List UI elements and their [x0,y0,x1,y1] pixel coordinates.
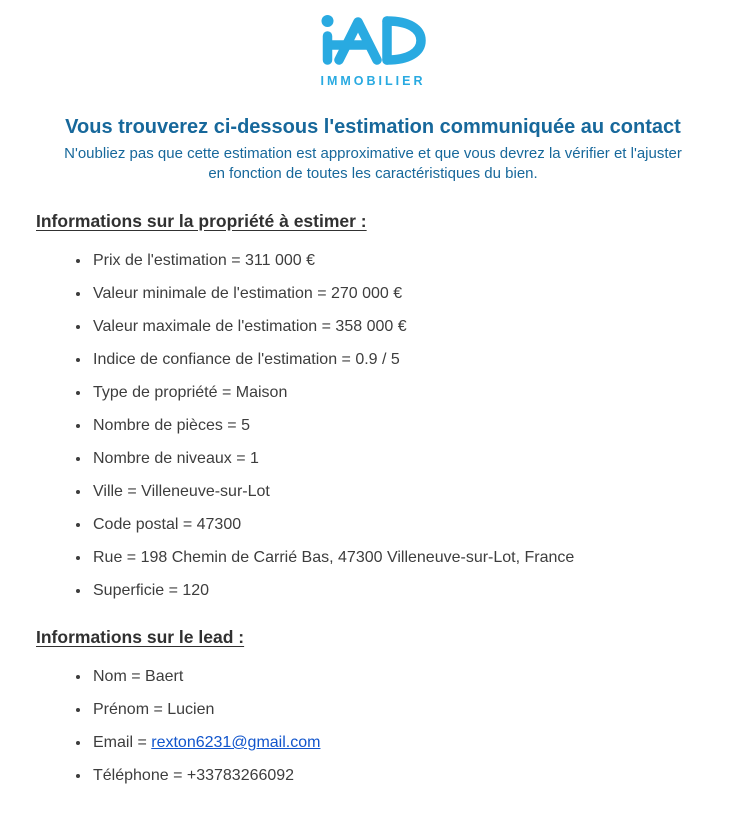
list-item-street: • Rue = 198 Chemin de Carrié Bas, 47300 Villeneuve-sur-Lot, France [91,548,710,567]
email-link[interactable]: rexton6231@gmail.com [151,734,321,751]
list-item-levels: • Nombre de niveaux = 1 [91,449,710,468]
list-item-last-name: • Nom = Baert [91,667,710,686]
lead-info-section [36,627,710,785]
subtitle-line-1: N'oubliez pas que cette estimation est approximative et que vous devrez la vérifier et l'ajuster [64,145,682,162]
lead-info-list [36,667,710,785]
iad-logo-icon [319,14,427,66]
list-item-phone: • Téléphone = +33783266092 [91,766,710,785]
brand-tagline: IMMOBILIER [320,74,426,88]
list-item-surface: • Superficie = 120 [91,581,710,600]
subtitle-line-2: en fonction de toutes les caractéristiques du bien. [208,165,538,182]
intro-block [36,115,710,184]
email-label: Email = [93,734,152,751]
page-subtitle [36,144,710,184]
list-item-rooms: • Nombre de pièces = 5 [91,416,710,435]
list-item-city: • Ville = Villeneuve-sur-Lot [91,482,710,501]
brand-logo [36,12,710,88]
section-heading-lead: Informations sur le lead : [36,627,245,647]
list-item-min-value: • Valeur minimale de l'estimation = 270 000 € [91,284,710,303]
section-heading-property: Informations sur la propriété à estimer : [36,211,367,231]
list-item-property-type: • Type de propriété = Maison [91,383,710,402]
list-item-max-value: • Valeur maximale de l'estimation = 358 000 € [91,317,710,336]
list-item-price: • Prix de l'estimation = 311 000 € [91,251,710,270]
page-title: Vous trouverez ci-dessous l'estimation communiquée au contact [65,116,681,138]
list-item-email [91,733,710,752]
list-item-first-name: • Prénom = Lucien [91,700,710,719]
list-item-postal-code: • Code postal = 47300 [91,515,710,534]
property-info-section [36,211,710,600]
list-item-confidence: • Indice de confiance de l'estimation = 0.9 / 5 [91,350,710,369]
property-info-list [36,251,710,600]
